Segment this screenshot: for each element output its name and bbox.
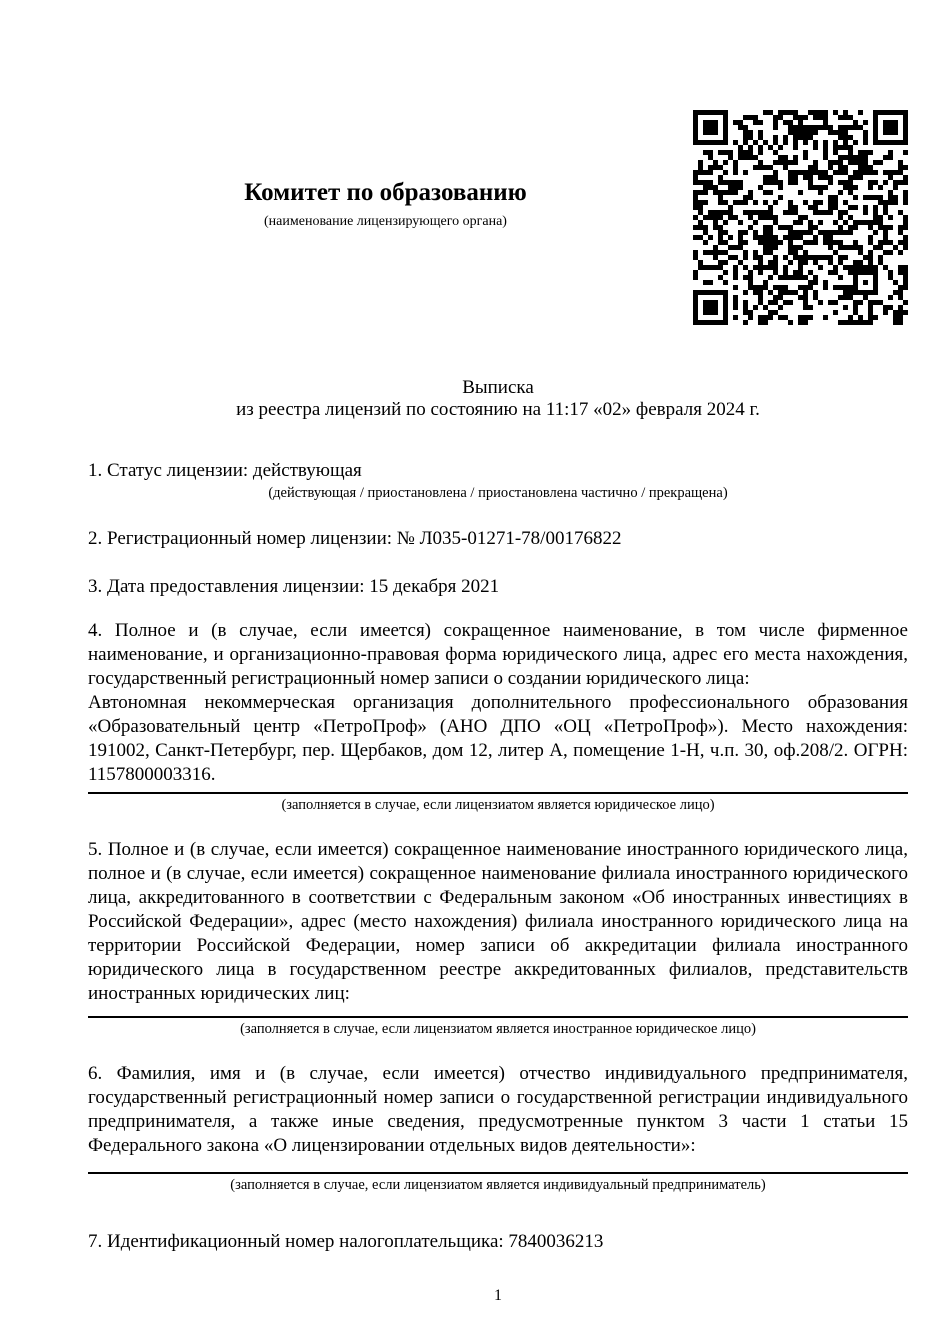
item-license-status (88, 459, 908, 502)
item-foreign-entity (88, 838, 908, 1038)
legal-entity-value: Автономная некоммерческая организация дополнительного профессионального образования «Образовательный центр «ПетроПроф» (АНО ДПО «ОЦ «ПетроПроф»). Место нахождения: 191002, Санкт-Петербург, пер. Щербаков, дом 12, литер А, помещение 1-Н, ч.п. 30, оф.208/2. ОГРН: 1157800003316. (88, 692, 908, 785)
item-taxpayer-number (88, 1230, 908, 1254)
license-status-text: 1. Статус лицензии: действующая (88, 460, 362, 481)
extract-title-block (88, 377, 908, 421)
entrepreneur-caption: (заполняется в случае, если лицензиатом является индивидуальный предприниматель) (230, 1177, 766, 1193)
grant-date-text: 3. Дата предоставления лицензии: 15 декабря 2021 (88, 576, 500, 597)
document-content (88, 0, 908, 1306)
foreign-entity-label: 5. Полное и (в случае, если имеется) сокращенное наименование иностранного юридического лица, полное и (в случае, если имеется) сокращенное наименование филиала иностранного юридического лица, аккредитованного в соответствии с Федеральным законом «Об иностранных инвестициях в Российской Федерации», адрес (место нахождения) филиала иностранного юридического лица на территории Российской Федерации, номер записи об аккредитации филиала иностранного юридического лица в государственном реестре аккредитованных филиалов, представительств иностранных юридических лиц: (88, 839, 908, 1004)
foreign-entity-caption: (заполняется в случае, если лицензиатом является иностранное юридическое лицо) (240, 1021, 756, 1037)
legal-entity-caption: (заполняется в случае, если лицензиатом является юридическое лицо) (281, 797, 715, 813)
licensing-authority-caption: (наименование лицензирующего органа) (264, 214, 507, 229)
foreign-entity-fill-line (88, 1016, 908, 1018)
document-header (88, 0, 908, 325)
registration-number-text: 2. Регистрационный номер лицензии: № Л035-01271-78/00176822 (88, 528, 622, 549)
entrepreneur-label: 6. Фамилия, имя и (в случае, если имеется) отчество индивидуального предпринимателя, государственный регистрационный номер записи о государственной регистрации индивидуального предпринимателя, а также иные сведения, предусмотренные пунктом 3 части 1 статьи 15 Федерального закона «О лицензировании отдельных видов деятельности»: (88, 1063, 908, 1156)
item-legal-entity (88, 619, 908, 814)
page-number: 1 (494, 1287, 502, 1304)
item-registration-number (88, 527, 908, 551)
licensing-authority-block (88, 110, 693, 230)
item-grant-date (88, 575, 908, 599)
qr-code-icon (693, 110, 908, 325)
legal-entity-label: 4. Полное и (в случае, если имеется) сокращенное наименование, в том числе фирменное наименование, и организационно-правовая форма юридического лица, адрес его места нахождения, государственный регистрационный номер записи о создании юридического лица: (88, 620, 908, 689)
licensing-authority-name: Комитет по образованию (244, 179, 527, 206)
extract-subtitle: из реестра лицензий по состоянию на 11:17 «02» февраля 2024 г. (236, 399, 760, 420)
taxpayer-number-text: 7. Идентификационный номер налогоплательщика: 7840036213 (88, 1231, 604, 1252)
license-status-caption: (действующая / приостановлена / приостановлена частично / прекращена) (268, 485, 728, 501)
extract-title: Выписка (462, 377, 534, 398)
entrepreneur-fill-line (88, 1172, 908, 1174)
item-entrepreneur (88, 1062, 908, 1194)
legal-entity-fill-line (88, 792, 908, 794)
